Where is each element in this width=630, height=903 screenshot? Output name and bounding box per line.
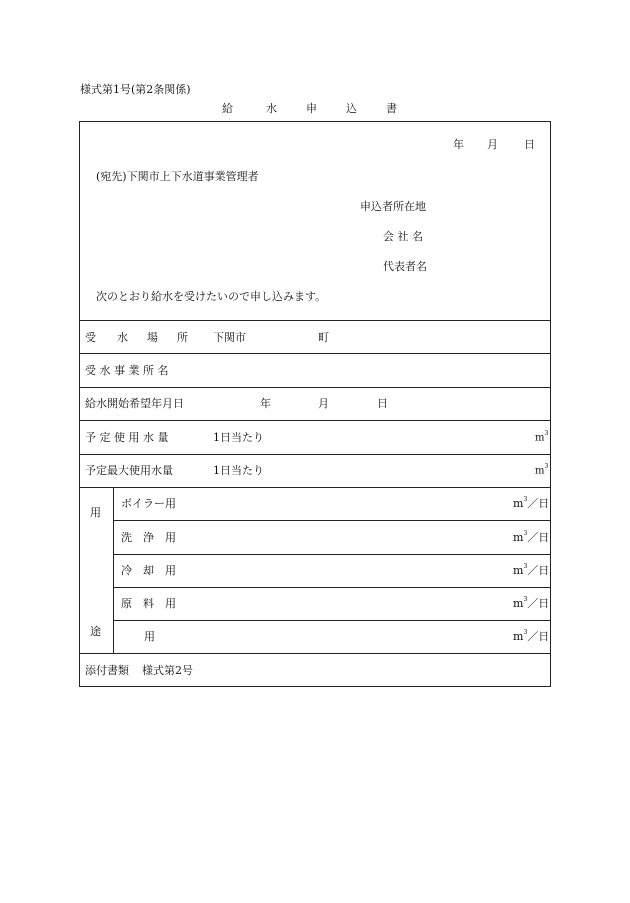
place-city: 下関市	[213, 331, 246, 344]
purpose-label-bottom: 途	[90, 625, 101, 638]
purpose-item-label: 原 料 用	[121, 597, 176, 610]
place-label-char: 水	[117, 331, 128, 344]
max-usage-per-day: 1日当たり	[213, 464, 264, 477]
office-name-label: 受 水 事 業 所 名	[85, 364, 169, 377]
unit-m: m	[513, 597, 524, 610]
unit-m: m	[513, 630, 524, 643]
unit-per-day: ／日	[527, 564, 550, 577]
addressee: (宛先)下関市上下水道事業管理者	[96, 170, 259, 183]
planned-usage-label: 予 定 使 用 水 量	[85, 431, 169, 444]
title-char: 給	[222, 102, 233, 115]
title-char: 書	[386, 102, 397, 115]
attachment-label: 添付書類	[85, 664, 129, 677]
planned-usage-unit	[535, 432, 548, 443]
title-char: 込	[346, 102, 357, 115]
unit-m: m	[513, 564, 524, 577]
purpose-unit	[513, 631, 549, 642]
purpose-divider	[113, 520, 551, 521]
start-date-label: 給水開始希望年月日	[85, 397, 184, 410]
unit-m: m	[513, 531, 524, 544]
start-date-day: 日	[377, 397, 388, 410]
unit-m: m	[535, 465, 545, 477]
unit-m: m	[513, 497, 524, 510]
form-title	[222, 100, 397, 116]
purpose-item-label: 洗 浄 用	[121, 531, 176, 544]
purpose-item-label: ボイラー用	[121, 497, 176, 510]
purpose-label-top: 用	[90, 506, 101, 519]
purpose-divider	[113, 620, 551, 621]
unit-per-day: ／日	[527, 597, 550, 610]
representative-label: 代表者名	[383, 260, 427, 273]
request-text: 次のとおり給水を受けたいので申し込みます。	[96, 290, 327, 303]
unit-sup: 3	[544, 463, 549, 470]
row-divider	[79, 387, 551, 388]
place-label-char: 受	[85, 331, 96, 344]
unit-sup: 3	[544, 430, 549, 437]
purpose-unit	[513, 532, 549, 543]
date-month-label: 月	[487, 138, 498, 151]
row-divider	[79, 320, 551, 321]
title-char: 水	[266, 102, 277, 115]
unit-sup: 3	[523, 596, 528, 604]
unit-sup: 3	[523, 563, 528, 571]
row-divider	[79, 653, 551, 654]
date-day-label: 日	[524, 138, 535, 151]
purpose-column-divider	[113, 487, 114, 653]
row-divider	[79, 353, 551, 354]
purpose-unit	[513, 598, 549, 609]
row-divider	[79, 454, 551, 455]
unit-per-day: ／日	[527, 630, 550, 643]
form-number-label: 様式第1号(第2条関係)	[80, 83, 191, 96]
max-usage-unit	[535, 465, 548, 476]
start-date-month: 月	[318, 397, 329, 410]
place-label-char: 場	[147, 331, 158, 344]
planned-usage-per-day: 1日当たり	[213, 431, 264, 444]
title-char: 申	[306, 102, 317, 115]
row-divider	[79, 487, 551, 488]
place-label-char: 所	[177, 331, 188, 344]
unit-sup: 3	[523, 496, 528, 504]
purpose-item-label: 用	[144, 630, 155, 643]
date-year-label: 年	[453, 138, 464, 151]
unit-m: m	[535, 432, 545, 444]
row-divider	[79, 420, 551, 421]
place-town: 町	[318, 331, 329, 344]
start-date-year: 年	[260, 397, 271, 410]
company-name-label: 会 社 名	[383, 230, 423, 243]
purpose-item-label: 冷 却 用	[121, 564, 176, 577]
unit-sup: 3	[523, 530, 528, 538]
purpose-divider	[113, 554, 551, 555]
purpose-unit	[513, 498, 549, 509]
unit-sup: 3	[523, 629, 528, 637]
max-usage-label: 予定最大使用水量	[85, 464, 173, 477]
unit-per-day: ／日	[527, 497, 550, 510]
unit-per-day: ／日	[527, 531, 550, 544]
purpose-divider	[113, 587, 551, 588]
attachment-value: 様式第2号	[142, 664, 193, 677]
applicant-address-label: 申込者所在地	[360, 200, 426, 213]
purpose-unit	[513, 565, 549, 576]
